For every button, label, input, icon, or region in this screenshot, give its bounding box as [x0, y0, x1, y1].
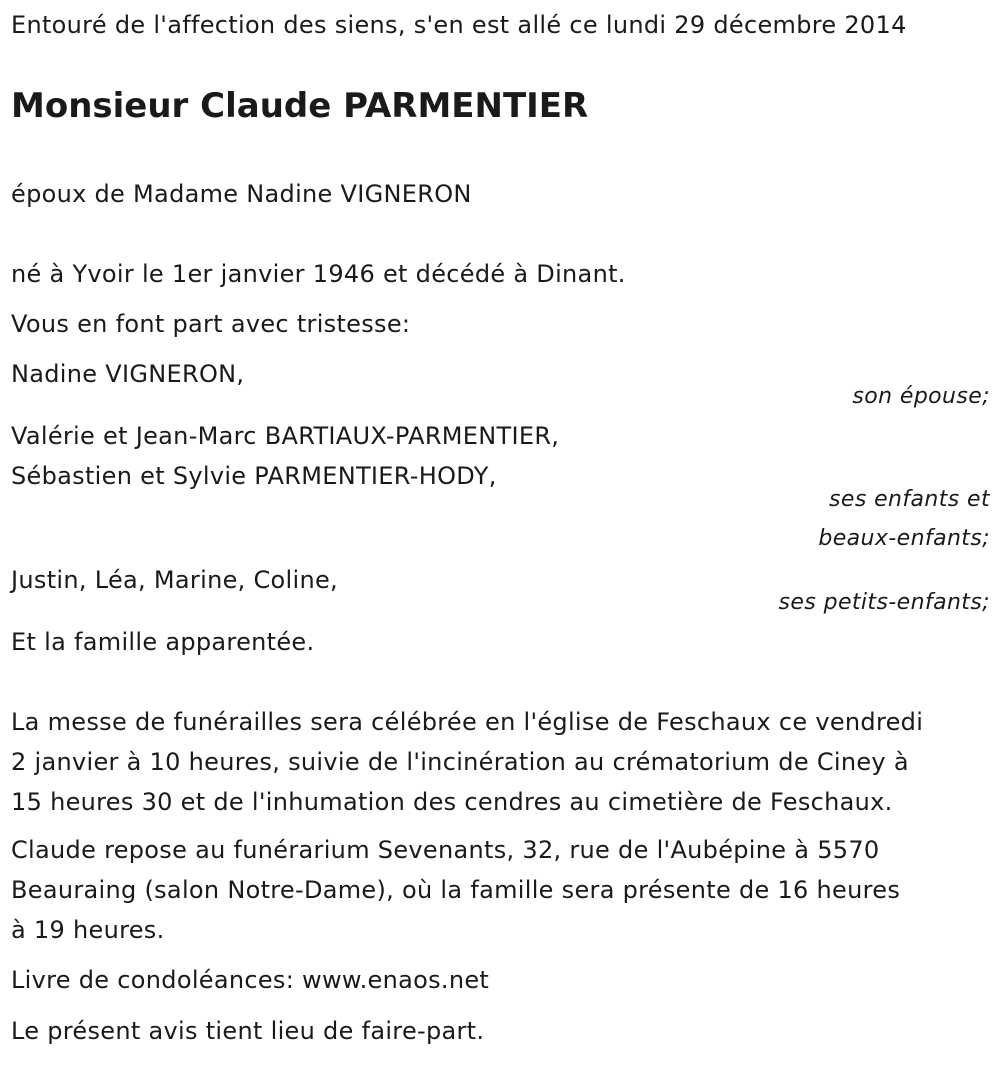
spouse-name: Nadine VIGNERON,	[11, 360, 245, 388]
grandchildren-names: Justin, Léa, Marine, Coline,	[11, 566, 338, 594]
funeral-line-2: 2 janvier à 10 heures, suivie de l'incinération au crématorium de Ciney à	[11, 748, 909, 776]
announcement-line: Vous en font part avec tristesse:	[11, 310, 411, 338]
visitation-line-3: à 19 heures.	[11, 916, 165, 944]
spouse-line: époux de Madame Nadine VIGNERON	[11, 180, 472, 208]
extended-family-line: Et la famille apparentée.	[11, 628, 315, 656]
intro-line: Entouré de l'affection des siens, s'en est allé ce lundi 29 décembre 2014	[11, 11, 907, 39]
child-name-2: Sébastien et Sylvie PARMENTIER-HODY,	[11, 462, 497, 490]
funeral-line-3: 15 heures 30 et de l'inhumation des cendres au cimetière de Feschaux.	[11, 788, 893, 816]
condolences-line: Livre de condoléances: www.enaos.net	[11, 966, 490, 994]
children-role-2: beaux-enfants;	[818, 526, 990, 551]
notice-line: Le présent avis tient lieu de faire-part.	[11, 1017, 485, 1045]
deceased-name: Monsieur Claude PARMENTIER	[11, 86, 589, 126]
funeral-line-1: La messe de funérailles sera célébrée en l'église de Feschaux ce vendredi	[11, 708, 924, 736]
children-role-1: ses enfants et	[829, 487, 990, 512]
birth-death-line: né à Yvoir le 1er janvier 1946 et décédé à Dinant.	[11, 260, 626, 288]
visitation-line-2: Beauraing (salon Notre-Dame), où la famille sera présente de 16 heures	[11, 876, 901, 904]
grandchildren-role: ses petits-enfants;	[778, 590, 990, 615]
visitation-line-1: Claude repose au funérarium Sevenants, 32, rue de l'Aubépine à 5570	[11, 836, 880, 864]
spouse-role: son épouse;	[852, 384, 990, 409]
child-name-1: Valérie et Jean-Marc BARTIAUX-PARMENTIER,	[11, 422, 560, 450]
